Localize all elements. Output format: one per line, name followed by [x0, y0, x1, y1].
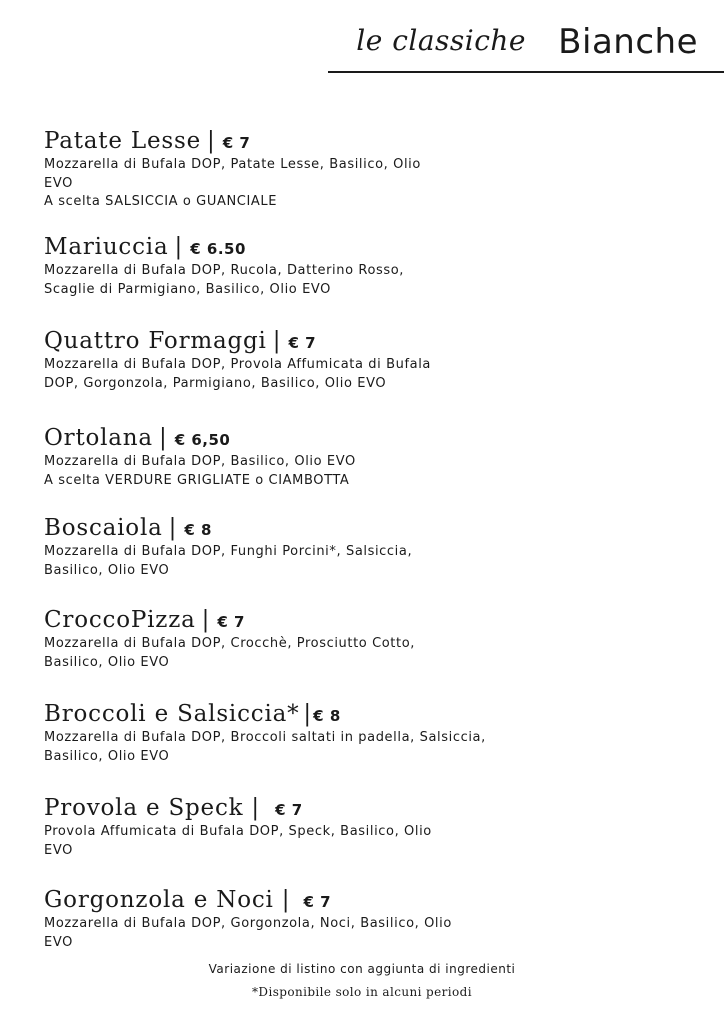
item-desc-line: Scaglie di Parmigiano, Basilico, Olio EVO: [44, 281, 331, 297]
item-separator: |: [158, 425, 167, 451]
item-title: [44, 607, 564, 633]
item-title: [44, 887, 564, 913]
header-bold-title: Bianche: [558, 22, 698, 62]
item-desc-line: EVO: [44, 842, 73, 858]
menu-item-boscaiola: [44, 515, 564, 580]
item-desc-line: Mozzarella di Bufala DOP, Provola Affumicata di Bufala: [44, 357, 431, 372]
item-description: [44, 262, 564, 299]
item-separator: |: [201, 607, 210, 633]
item-title: [44, 234, 564, 260]
item-desc-line: A scelta SALSICCIA o GUANCIALE: [44, 194, 278, 209]
item-price: € 7: [217, 613, 245, 631]
item-price: € 7: [222, 134, 251, 152]
item-name: Gorgonzola e Noci: [44, 887, 274, 913]
item-name: Boscaiola: [44, 515, 163, 541]
item-separator: |: [281, 887, 290, 913]
item-description: [44, 453, 564, 490]
item-desc-line: Mozzarella di Bufala DOP, Broccoli saltati in padella, Salsiccia,: [44, 730, 486, 745]
item-name: CroccoPizza: [44, 607, 196, 633]
item-desc-line: Basilico, Olio EVO: [44, 748, 170, 764]
item-desc-line: DOP, Gorgonzola, Parmigiano, Basilico, Olio EVO: [44, 375, 387, 391]
item-price: € 6,50: [174, 431, 231, 449]
item-description: [44, 729, 604, 766]
item-price: € 7: [275, 801, 303, 819]
menu-item-gorgonzola-e-noci: [44, 887, 564, 952]
item-title: [44, 515, 564, 541]
item-separator: |: [168, 515, 177, 541]
item-name: Mariuccia: [44, 234, 169, 260]
menu-item-patate-lesse: [44, 128, 564, 212]
item-separator: |: [174, 234, 183, 260]
menu-header: [0, 0, 724, 80]
item-desc-line: Mozzarella di Bufala DOP, Crocchè, Prosciutto Cotto,: [44, 636, 415, 651]
item-desc-line: A scelta VERDURE GRIGLIATE o CIAMBOTTA: [44, 472, 350, 488]
item-description: [44, 543, 564, 580]
item-title: [44, 128, 564, 154]
item-desc-line: EVO: [44, 175, 73, 191]
footer-price-note: Variazione di listino con aggiunta di ingredienti: [208, 962, 516, 976]
item-desc-line: Mozzarella di Bufala DOP, Gorgonzola, Noci, Basilico, Olio: [44, 916, 452, 931]
item-separator: |: [303, 701, 312, 727]
item-desc-line: Mozzarella di Bufala DOP, Funghi Porcini*, Salsiccia,: [44, 544, 413, 559]
item-name: Patate Lesse: [44, 128, 201, 154]
item-name: Broccoli e Salsiccia*: [44, 701, 300, 727]
header-script-title: le classiche: [356, 24, 526, 57]
menu-item-quattro-formaggi: [44, 328, 564, 393]
menu-item-croccopizza: [44, 607, 564, 672]
item-name: Ortolana: [44, 425, 153, 451]
item-separator: |: [251, 795, 260, 821]
item-desc-line: EVO: [44, 934, 73, 950]
item-title: [44, 701, 604, 727]
header-divider: [328, 71, 724, 73]
item-desc-line: Mozzarella di Bufala DOP, Basilico, Olio EVO: [44, 454, 356, 469]
item-description: [44, 823, 564, 860]
item-desc-line: Mozzarella di Bufala DOP, Patate Lesse, Basilico, Olio: [44, 157, 421, 172]
footer-availability-note: *Disponibile solo in alcuni periodi: [252, 985, 472, 999]
item-desc-line: Provola Affumicata di Bufala DOP, Speck, Basilico, Olio: [44, 824, 432, 839]
item-title: [44, 328, 564, 354]
item-name: Provola e Speck: [44, 795, 244, 821]
item-name: Quattro Formaggi: [44, 328, 267, 354]
item-description: [44, 915, 564, 952]
item-price: € 8: [184, 521, 212, 539]
item-desc-line: Basilico, Olio EVO: [44, 562, 170, 578]
menu-item-ortolana: [44, 425, 564, 490]
item-description: [44, 635, 564, 672]
menu-item-provola-e-speck: [44, 795, 564, 860]
item-price: € 8: [313, 707, 341, 725]
item-price: € 7: [288, 334, 317, 352]
item-title: [44, 425, 564, 451]
item-separator: |: [206, 128, 215, 154]
item-description: [44, 356, 564, 393]
item-desc-line: Basilico, Olio EVO: [44, 654, 170, 670]
item-title: [44, 795, 564, 821]
item-desc-line: Mozzarella di Bufala DOP, Rucola, Datterino Rosso,: [44, 263, 405, 278]
menu-item-broccoli-e-salsiccia: [44, 701, 604, 766]
item-description: [44, 156, 564, 212]
item-price: € 6.50: [190, 240, 246, 258]
item-price: € 7: [303, 893, 332, 911]
item-separator: |: [272, 328, 281, 354]
menu-item-mariuccia: [44, 234, 564, 299]
